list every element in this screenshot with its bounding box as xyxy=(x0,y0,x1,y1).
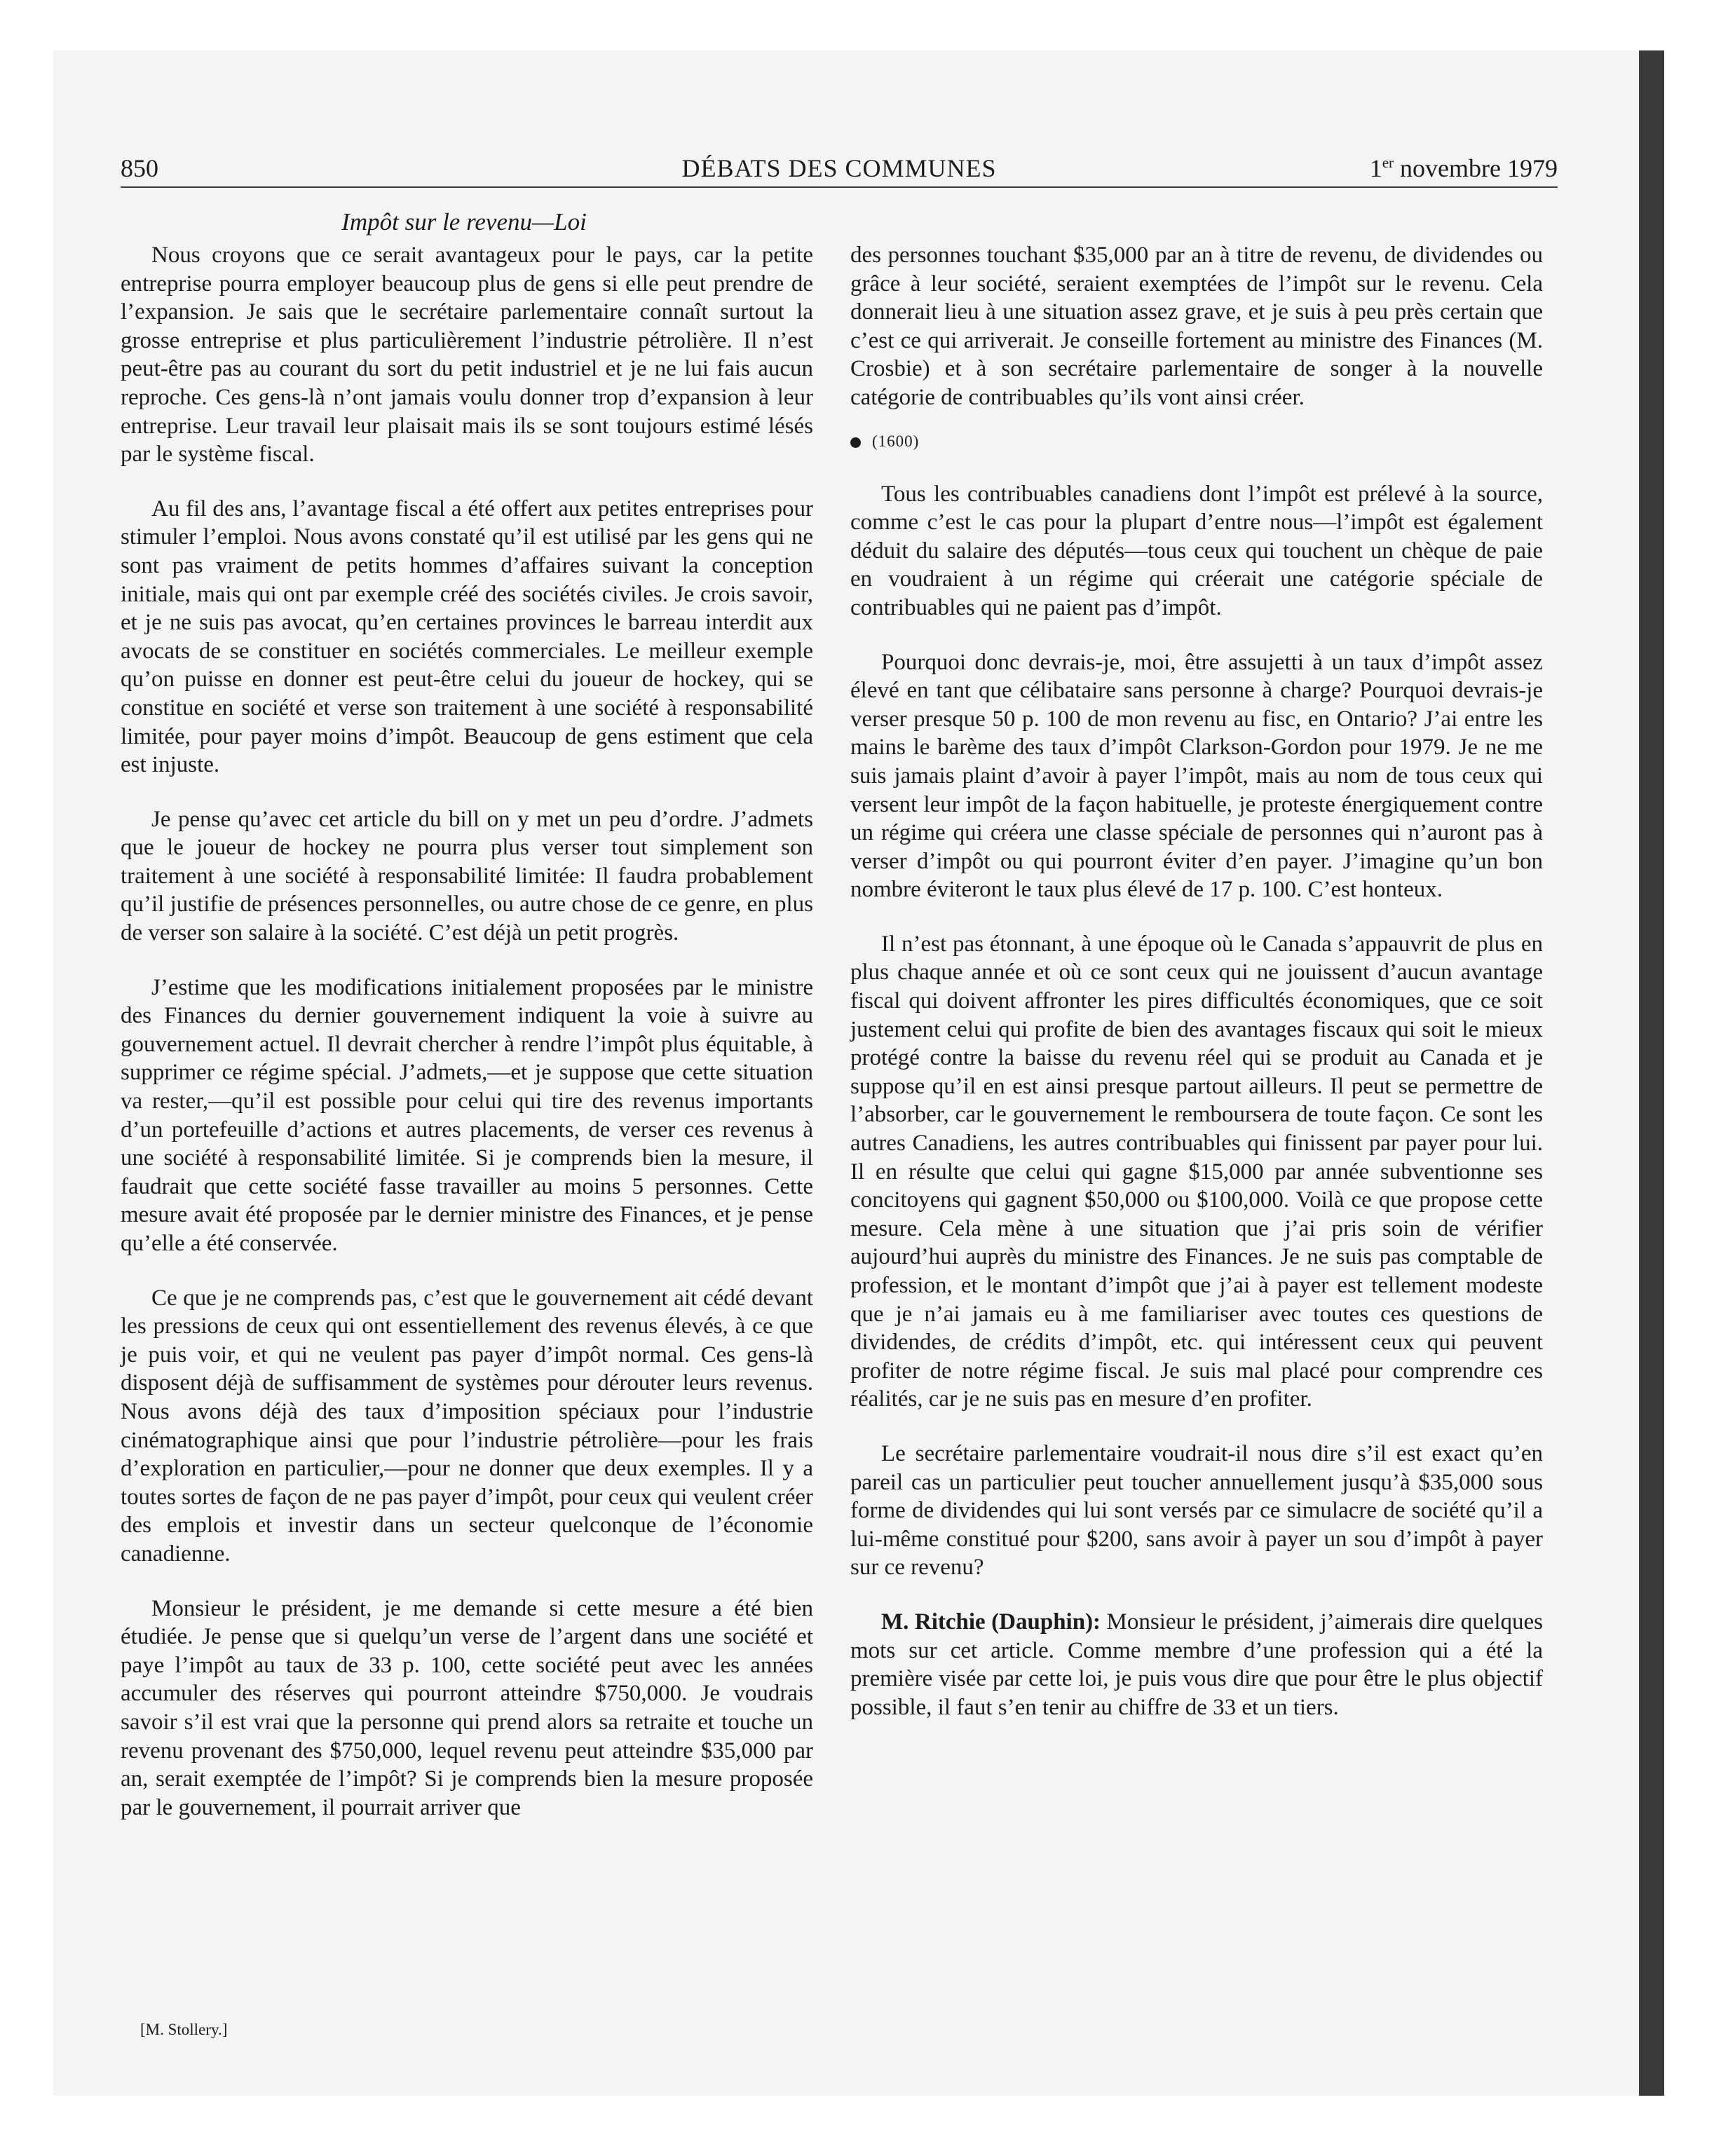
time-stamp xyxy=(850,431,1543,452)
paragraph: J’estime que les modifications initialement proposées par le ministre des Finances du dernier gouvernement indiquent la voie à suivre au gouvernement actuel. Il devrait chercher à rendre l’impôt plus équitable, à supprimer ce régime spécial. J’admets,—et je suppose que cette situation va rester,—qu’il est possible pour celui qui tire des revenus importants d’un portefeuille d’actions et autres placements, de verser ces revenus à une société à responsabilité limitée. Si je comprends bien la mesure, il faudrait que cette société fasse travailler au moins 5 personnes. Cette mesure avait été proposée par le dernier ministre des Finances, et je pense qu’elle a été conservée. xyxy=(121,974,813,1256)
speech-paragraph xyxy=(850,1608,1543,1721)
running-title: Impôt sur le revenu—Loi xyxy=(341,208,587,236)
left-column xyxy=(121,241,813,1848)
date-day-suffix: er xyxy=(1382,154,1394,171)
date-rest: novembre 1979 xyxy=(1394,154,1558,182)
header-date xyxy=(1370,153,1558,184)
page-number: 850 xyxy=(121,154,158,182)
paragraph: Nous croyons que ce serait avantageux pour le pays, car la petite entreprise pourra employer beaucoup plus de gens si elle peut prendre de l’expansion. Je sais que le secrétaire parlementaire connaît surtout la grosse entreprise et plus particulièrement l’industrie pétrolière. Il n’est peut-être pas au courant du sort du petit industriel et je ne lui fais aucun reproche. Ces gens-là n’ont jamais voulu donner trop d’expansion à leur entreprise. Leur travail leur plaisait mais ils se sont toujours estimé lésés par le système fiscal. xyxy=(121,243,813,468)
date-day: 1 xyxy=(1369,154,1382,182)
speaker-footnote: [M. Stollery.] xyxy=(140,2021,228,2038)
paragraph: Au fil des ans, l’avantage fiscal a été offert aux petites entreprises pour stimuler l’emploi. Nous avons constaté qu’il est utilisé par les gens qui ne sont pas vraiment de petits hommes d’affaires suivant la conception initiale, mais qui ont par exemple créé des sociétés civiles. Je crois savoir, et je ne suis pas avocat, qu’en certaines provinces le barreau interdit aux avocats de se constituer en sociétés commerciales. Le meilleur exemple qu’on puisse en donner est peut-être celui du joueur de hockey, qui se constitue en société et verse son traitement à une société à responsabilité limitée, pour payer moins d’impôt. Beaucoup de gens estiment que cela est injuste. xyxy=(121,496,813,778)
paragraph: Je pense qu’avec cet article du bill on y met un peu d’ordre. J’admets que le joueur de hockey ne pourra plus verser tout simplement son traitement à une société à responsabilité limitée: Il faudra probablement qu’il justifie de présences personnelles, ou autre chose de ce genre, en plus de verser son salaire à la société. C’est déjà un petit progrès. xyxy=(121,806,813,946)
binding-edge xyxy=(1639,50,1664,2096)
paragraph: Tous les contribuables canadiens dont l’impôt est prélevé à la source, comme c’est le cas pour la plupart d’entre nous—l’impôt est également déduit du salaire des députés—tous ceux qui touchent un chèque de paie en voudraient à un régime qui créerait une catégorie spéciale de contribuables qui ne paient pas d’impôt. xyxy=(850,481,1543,620)
paragraph: Il n’est pas étonnant, à une époque où le Canada s’appauvrit de plus en plus chaque année et où ce sont ceux qui ne jouissent d’aucun avantage fiscal qui doivent affronter les pires difficultés économiques, que ce soit justement celui qui profite de bien des avantages fiscaux qui soit le mieux protégé contre la baisse du revenu réel qui se produit au Canada et je suppose qu’il en est ainsi presque partout ailleurs. Il peut se permettre de l’absorber, car le gouvernement le remboursera de toute façon. Ce sont les autres Canadiens, les autres contribuables qui finissent par payer pour lui. Il en résulte que celui qui gagne $15,000 par année subventionne ses concitoyens qui gagnent $50,000 ou $100,000. Voilà ce que propose cette mesure. Cela mène à une situation que j’ai pris soin de vérifier aujourd’hui auprès du ministre des Finances. Je ne suis pas comptable de profession, et le montant d’impôt que j’ai à payer est tellement modeste que je n’ai jamais eu à me familiariser avec toutes ces questions de dividendes, de crédits d’impôt, etc. qui intéressent ceux qui peuvent profiter de notre régime fiscal. Je suis mal placé pour comprendre ces réalités, car je ne suis pas en mesure d’en profiter. xyxy=(850,931,1543,1412)
paragraph: Pourquoi donc devrais-je, moi, être assujetti à un taux d’impôt assez élevé en tant que célibataire sans personne à charge? Pourquoi devrais-je verser presque 50 p. 100 de mon revenu au fisc, en Ontario? J’ai entre les mains le barème des taux d’impôt Clarkson-Gordon pour 1979. Je ne me suis jamais plaint d’avoir à payer l’impôt, mais au nom de tous ceux qui versent leur impôt de la façon habituelle, je proteste énergiquement contre un régime qui créera une classe spéciale de personnes qui n’auront pas à verser d’impôt ou qui pourront éviter d’en payer. J’imagine qu’un bon nombre éviteront le taux plus élevé de 17 p. 100. C’est honteux. xyxy=(850,649,1543,903)
speech-text: Monsieur le président, j’aimerais dire quelques mots sur cet article. Comme membre d’une profession qui a été la première visée par cette loi, je puis vous dire que pour être le plus objectif possible, il faut s’en tenir au chiffre de 33 et un tiers. xyxy=(850,1609,1543,1720)
paragraph: Le secrétaire parlementaire voudrait-il nous dire s’il est exact qu’en pareil cas un particulier peut toucher annuellement jusqu’à $35,000 sous forme de dividendes qui lui sont versés par ce simulacre de société qu’il a lui-même constitué pour $200, sans avoir à payer un sou d’impôt à payer sur ce revenu? xyxy=(850,1440,1543,1581)
journal-title: DÉBATS DES COMMUNES xyxy=(681,154,997,182)
paragraph: des personnes touchant $35,000 par an à titre de revenu, de dividendes ou grâce à leur société, seraient exemptées de l’impôt sur le revenu. Cela donnerait lieu à une situation assez grave, et je suis à peu près certain que c’est ce qui arriverait. Je conseille fortement au ministre des Finances (M. Crosbie) et à son secrétaire parlementaire de songer à la nouvelle catégorie de contribuables qu’ils vont ainsi créer. xyxy=(850,243,1543,410)
speaker-name: M. Ritchie (Dauphin): xyxy=(881,1609,1101,1635)
bullet-dot-icon xyxy=(850,437,861,448)
page-header xyxy=(121,153,1558,188)
paragraph: Monsieur le président, je me demande si cette mesure a été bien étudiée. Je pense que si quelqu’un verse de l’argent dans une société et paye l’impôt au taux de 33 p. 100, cette société peut avec les années accumuler des réserves qui pourront atteindre $750,000. Je voudrais savoir s’il est vrai que la personne qui prend alors sa retraite et touche un revenu provenant des $750,000, lequel revenu peut atteindre $35,000 par an, serait exemptée de l’impôt? Si je comprends bien la mesure proposée par le gouvernement, il pourrait arriver que xyxy=(121,1595,813,1820)
header-rule xyxy=(121,186,1558,188)
time-stamp-text: (1600) xyxy=(872,432,920,450)
right-column xyxy=(850,241,1543,1747)
paragraph: Ce que je ne comprends pas, c’est que le gouvernement ait cédé devant les pressions de ceux qui ont essentiellement des revenus élevés, à ce que je puis voir, et qui ne veulent pas payer d’impôt normal. Ces gens-là disposent déjà de suffisamment de systèmes pour dérouter leurs revenus. Nous avons déjà des taux d’imposition spéciaux pour l’industrie cinématographique ainsi que pour l’industrie pétrolière—pour les frais d’exploration en particulier,—pour ne donner que deux exemples. Il y a toutes sortes de façon de ne pas payer d’impôt, pour ceux qui veulent créer des emplois et investir dans un secteur quelconque de l’économie canadienne. xyxy=(121,1285,813,1567)
